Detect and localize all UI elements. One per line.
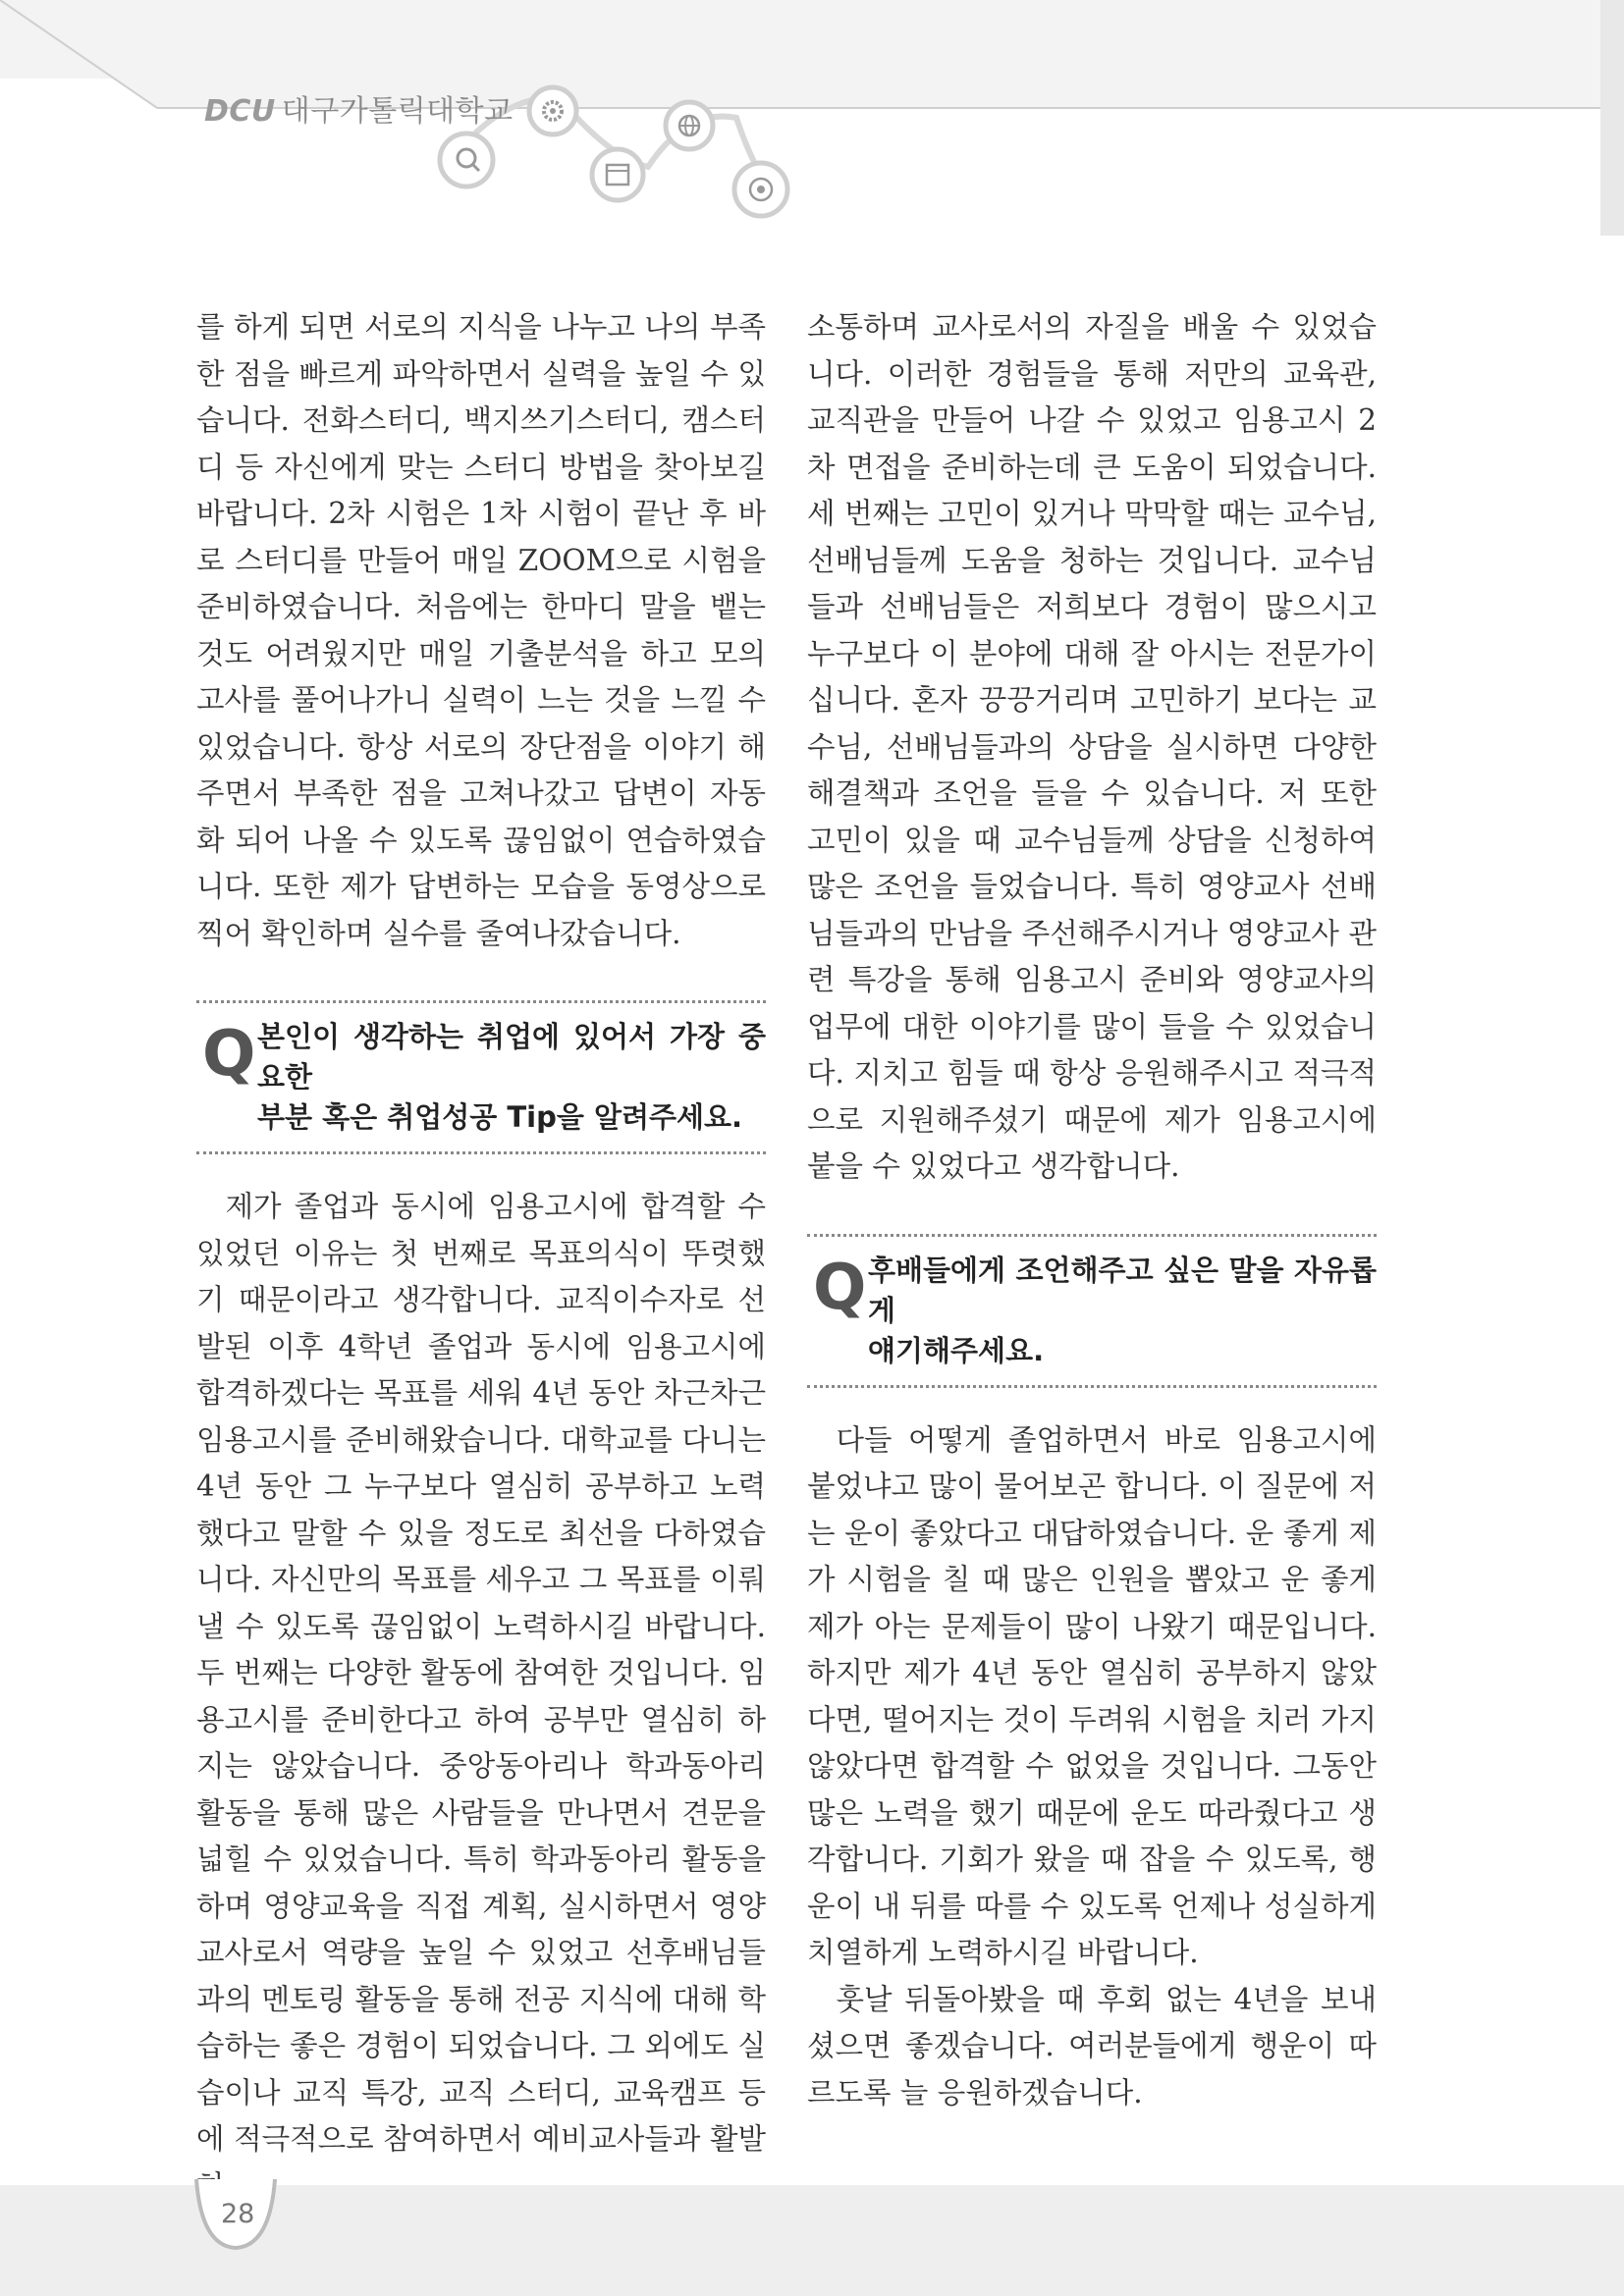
calendar-icon: [592, 149, 643, 200]
left-paragraph-2: 제가 졸업과 동시에 임용고시에 합격할 수 있었던 이유는 첫 번째로 목표의식이 뚜렷했기 때문이라고 생각합니다. 교직이수자로 선발된 이후 4학년 졸업과 동시에 임용고시에 합격하겠다는 목표를 세워 4년 동안 차근차근 임용고시를 준비해왔습니다. 대학교를 다니는 4년 동안 그 누구보다 열심히 공부하고 노력했다고 말할 수 있을 정도로 최선을 다하였습니다. 자신만의 목표를 세우고 그 목표를 이뤄낼 수 있도록 끊임없이 노력하시길 바랍니다. 두 번째는 다양한 활동에 참여한 것입니다. 임용고시를 준비한다고 하여 공부만 열심히 하지는 않았습니다. 중앙동아리나 학과동아리 활동을 통해 많은 사람들을 만나면서 견문을 넓힐 수 있었습니다. 특히 학과동아리 활동을 하며 영양교육을 직접 계획, 실시하면서 영양교사로서 역량을 높일 수 있었고 선후배님들과의 멘토링 활동을 통해 전공 지식에 대해 학습하는 좋은 경험이 되었습니다. 그 외에도 실습이나 교직 특강, 교직 스터디, 교육캠프 등에 적극적으로 참여하면서 예비교사들과 활발: [196, 1190, 766, 2156]
header-side-strip: [1600, 0, 1624, 236]
right-paragraph-1: 소통하며 교사로서의 자질을 배울 수 있었습니다. 이러한 경험들을 통해 저만의 교육관, 교직관을 만들어 나갈 수 있었고 임용고시 2차 면접을 준비하는데 큰 도움이 되었습니다. 세 번째는 고민이 있거나 막막할 때는 교수님, 선배님들께 도움을 청하는 것입니다. 교수님들과 선배님들은 저희보다 경험이 많으시고 누구보다 이 분야에 대해 잘 아시는 전문가이십니다. 혼자 끙끙거리며 고민하기 보다는 교수님, 선배님들과의 상담을 실시하면 다양한 해결책과 조언을 들을 수 있습니다. 저 또한 고민이 있을 때 교수님들께 상담을 신청하여 많은 조언을 들었습니다. 특히 영양교사 선배님들과의 만남을 주선해주시거나 영양교사 관련 특강을 통해 임용고시 준비와 영양교사의 업무에 대한 이야기를 많이 들을 수 있었습니다. 지치고 힘들 때 항상 응원해주시고 적극적으로 지원해주셨기 때문에 제가 임용고시에 붙을 수 있었다고 생각합니다.: [807, 310, 1377, 1183]
globe-icon: [666, 102, 713, 149]
target-icon: [734, 163, 787, 216]
question-box-1: [196, 1000, 766, 1154]
question-mark: Q: [202, 1018, 256, 1091]
page-header: [0, 0, 1624, 137]
gear-icon: [529, 87, 576, 134]
logo-text: 대구가톨릭대학교: [281, 94, 514, 129]
question-title-line: 부분 혹은 취업성공 Tip을 알려주세요.: [257, 1100, 743, 1134]
question-title-line: 얘기해주세요.: [868, 1333, 1045, 1367]
university-logo: [204, 86, 514, 130]
question-title-line: 본인이 생각하는 취업에 있어서 가장 중요한: [257, 1020, 766, 1094]
right-paragraph-3: 훗날 뒤돌아봤을 때 후회 없는 4년을 보내셨으면 좋겠습니다. 여러분들에게 행운이 따르도록 늘 응원하겠습니다.: [807, 1982, 1377, 2109]
logo-mark: DCU: [204, 94, 276, 129]
search-icon: [440, 133, 493, 187]
question-box-2: [807, 1234, 1377, 1388]
question-title-1: [257, 1017, 766, 1138]
right-paragraph-2: 다들 어떻게 졸업하면서 바로 임용고시에 붙었냐고 많이 물어보곤 합니다. 이 질문에 저는 운이 좋았다고 대답하였습니다. 운 좋게 제가 시험을 칠 때 많은 인원을 뽑았고 운 좋게 제가 아는 문제들이 많이 나왔기 때문입니다. 하지만 제가 4년 동안 열심히 공부하지 않았다면, 떨어지는 것이 두려워 시험을 치러 가지 않았다면 합격할 수 없었을 것입니다. 그동안 많은 노력을 했기 때문에 운도 따라줬다고 생각합니다. 기회가 왔을 때 잡을 수 있도록, 행운이 내 뒤를 따를 수 있도록 언제나 성실하게 치열하게 노력하시길 바랍니다.: [807, 1422, 1377, 1969]
page-number: 28: [221, 2199, 255, 2229]
question-mark: Q: [813, 1251, 867, 1324]
left-column: [196, 304, 766, 2210]
right-column: [807, 304, 1377, 2116]
question-title-line: 후배들에게 조언해주고 싶은 말을 자유롭게: [868, 1253, 1377, 1327]
question-title-2: [868, 1251, 1377, 1371]
left-paragraph-1: 를 하게 되면 서로의 지식을 나누고 나의 부족한 점을 빠르게 파악하면서 실력을 높일 수 있습니다. 전화스터디, 백지쓰기스터디, 캠스터디 등 자신에게 맞는 스터디 방법을 찾아보길 바랍니다. 2차 시험은 1차 시험이 끝난 후 바로 스터디를 만들어 매일 ZOOM으로 시험을 준비하였습니다. 처음에는 한마디 말을 뱉는 것도 어려웠지만 매일 기출분석을 하고 모의고사를 풀어나가니 실력이 느는 것을 느낄 수 있었습니다. 항상 서로의 장단점을 이야기 해주면서 부족한 점을 고쳐나갔고 답변이 자동화 되어 나올 수 있도록 끊임없이 연습하였습니다. 또한 제가 답변하는 모습을 동영상으로 찍어 확인하며 실수를 줄여나갔습니다.: [196, 310, 766, 950]
